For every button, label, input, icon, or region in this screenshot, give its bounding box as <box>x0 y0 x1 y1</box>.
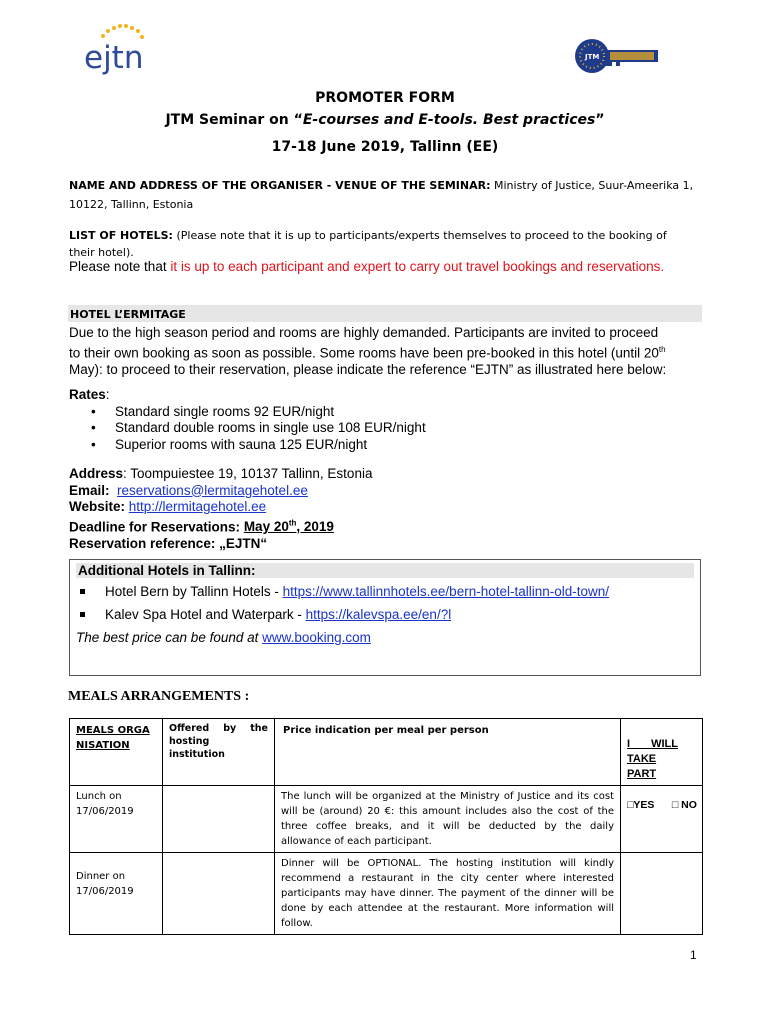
col-take-part-header: I WILL TAKE PART <box>621 719 703 786</box>
meal-name: Dinner on 17/06/2019 <box>70 853 163 935</box>
hotel-description: Due to the high season period and rooms are highly demanded. Participants are invited to proceed to their own booking as soon as possible. Some rooms have been pre-booked in this hotel (until 20th May): to proceed to their reservation, please indicate the reference “EJTN” as illustrated here below: <box>69 325 667 377</box>
ejtn-logo <box>76 22 156 78</box>
table-row <box>70 853 703 935</box>
svg-text:JTM: JTM <box>585 53 600 61</box>
rate-item: • Superior rooms with sauna 125 EUR/night <box>69 437 709 454</box>
col-offered-header: Offered by the hosting institution <box>163 719 275 786</box>
table-header-row <box>70 719 703 786</box>
organiser-label: NAME AND ADDRESS OF THE ORGANISER - VENUE OF THE SEMINAR: <box>69 179 491 192</box>
booking-link[interactable]: www.booking.com <box>262 630 371 645</box>
participation-cell <box>621 786 703 853</box>
additional-hotels-heading: Additional Hotels in Tallinn: <box>76 563 694 578</box>
kalev-spa-link[interactable]: https://kalevspa.ee/en/?l <box>305 607 452 622</box>
hotel-bern-link[interactable]: https://www.tallinnhotels.ee/bern-hotel-tallinn-old-town/ <box>282 584 610 599</box>
rate-item: • Standard single rooms 92 EUR/night <box>69 404 709 421</box>
meals-heading: MEALS ARRANGEMENTS : <box>68 689 250 704</box>
page-number: 1 <box>690 948 697 962</box>
hotels-note: LIST OF HOTELS: (Please note that it is up to participants/experts themselves to proceed to the booking of their hotel). <box>69 229 667 259</box>
hotel-website-link[interactable]: http://lermitagehotel.ee <box>128 499 267 514</box>
organiser-block <box>69 177 709 213</box>
square-bullet-icon <box>80 612 85 617</box>
booking-note: Please note that it is up to each participant and expert to carry out travel bookings and reservations. <box>69 259 665 274</box>
form-title: PROMOTER FORM <box>315 90 455 106</box>
meals-table <box>69 718 703 935</box>
additional-hotel-item: Hotel Bern by Tallinn Hotels - https://www.tallinnhotels.ee/bern-hotel-tallinn-old-town/ <box>76 584 609 599</box>
hotel-address: : Toompuiestee 19, 10137 Tallinn, Estonia <box>123 466 373 481</box>
hotel-heading-bar <box>68 305 702 322</box>
no-checkbox[interactable]: □ NO <box>671 799 697 811</box>
booking-note-emphasis: it is up to each participant and expert to carry out travel bookings and reservations. <box>170 259 665 274</box>
rates-list <box>69 404 709 454</box>
hotel-contacts: Address: Toompuiestee 19, 10137 Tallinn, Estonia Email: reservations@lermitagehotel.ee Website: http://lermitagehotel.ee Deadline for Reservations: May 20th, 2019 Reservation reference: „EJTN“ <box>69 466 373 551</box>
seminar-date: 17-18 June 2019, Tallinn (EE) <box>271 139 499 155</box>
additional-hotels-box <box>69 559 701 676</box>
rates-label: Rates <box>69 387 106 402</box>
participation-cell <box>621 853 703 935</box>
yes-checkbox[interactable]: □YES <box>627 799 655 811</box>
best-price-line: The best price can be found at www.booking.com <box>76 630 371 645</box>
deadline-value: May 20th, 2019 <box>243 518 334 534</box>
price-cell: The lunch will be organized at the Ministry of Justice and its cost will be (around) 20 €: this amount includes also the cost of the three coffee breaks, and it will be deducted by the daily allowance of each participant. <box>275 786 621 853</box>
square-bullet-icon <box>80 589 85 594</box>
table-row <box>70 786 703 853</box>
col-price-header: Price indication per meal per person <box>275 719 621 786</box>
price-cell: Dinner will be OPTIONAL. The hosting institution will kindly recommend a restaurant in the city center where interested participants may have dinner. The payment of the dinner will be done by each attendee at the restaurant. More information will follow. <box>275 853 621 935</box>
col-meals-header: MEALS ORGANISATION <box>76 725 150 751</box>
meal-name: Lunch on 17/06/2019 <box>70 786 163 853</box>
additional-hotel-item: Kalev Spa Hotel and Waterpark - https://kalevspa.ee/en/?l <box>76 607 451 622</box>
jtm-logo <box>570 34 662 78</box>
rates-block: Rates: • Standard single rooms 92 EUR/night • Standard double rooms in single use 108 EUR/night • Superior rooms with sauna 125 EUR/night <box>69 387 709 453</box>
offered-cell <box>163 786 275 853</box>
organiser-value-cont: 10122, Tallinn, Estonia <box>69 198 194 211</box>
hotels-label: LIST OF HOTELS: <box>69 229 173 242</box>
svg-text:ejtn: ejtn <box>84 40 144 76</box>
reservation-reference: „EJTN“ <box>219 535 268 551</box>
offered-cell <box>163 853 275 935</box>
seminar-title: JTM Seminar on “E-courses and E-tools. Best practices” <box>165 112 605 128</box>
rate-item: • Standard double rooms in single use 108 EUR/night <box>69 420 709 437</box>
hotel-heading: HOTEL L’ERMITAGE <box>70 308 186 321</box>
hotel-email-link[interactable]: reservations@lermitagehotel.ee <box>117 482 308 498</box>
organiser-value: Ministry of Justice, Suur-Ameerika 1, <box>490 179 694 192</box>
